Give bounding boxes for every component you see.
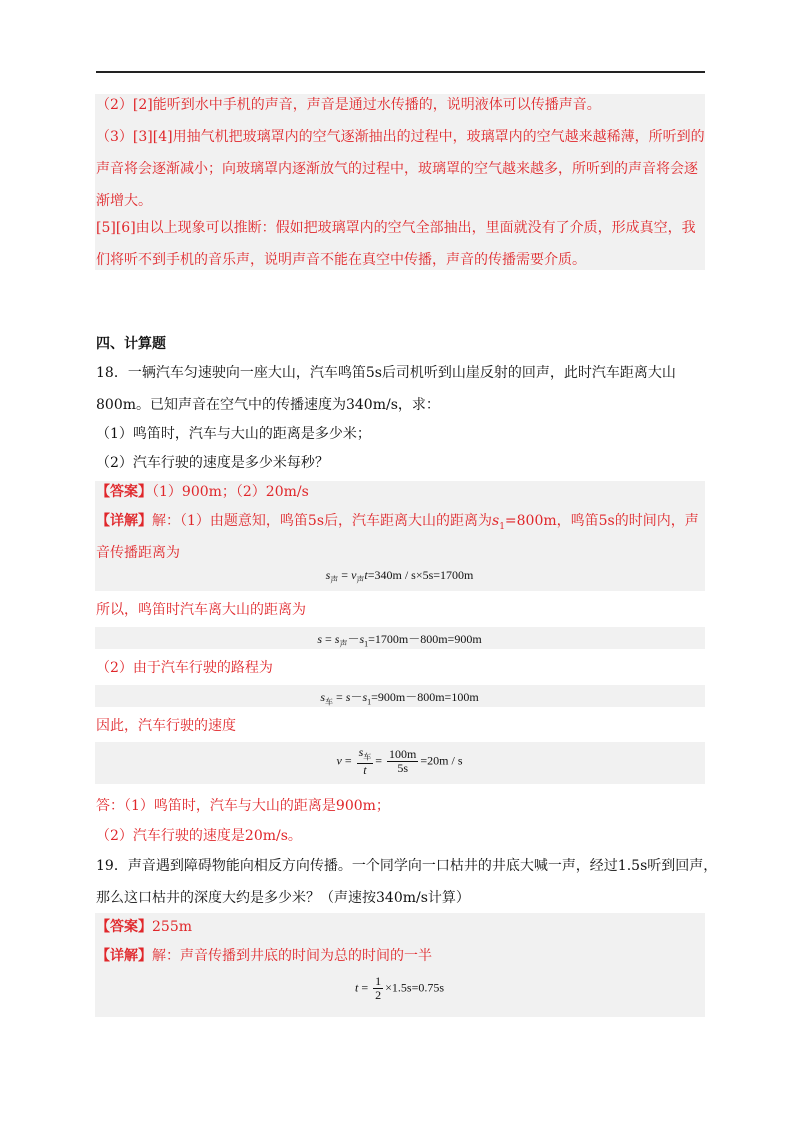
var-s: s — [492, 513, 500, 529]
eq3-text: =900m－800m=100m — [371, 690, 479, 704]
answer-tag: 【答案】 — [96, 484, 152, 500]
eq4-result: =20m / s — [420, 753, 463, 768]
q19-detail — [96, 947, 705, 965]
equation-2: $s = s_声-s_1=1700m-800m=900m$ — [317, 632, 482, 649]
equation-1: $s_声 = v_声t=340m / s\times 5s=1700m$ — [325, 568, 474, 585]
prev-line-2: （3）[3][4]用抽气机把玻璃罩内的空气逐渐抽出的过程中，玻璃罩内的空气越来越稀薄，所听到的 — [96, 129, 705, 145]
section-title: 四、计算题 — [96, 336, 166, 352]
q18-line-4: （2）汽车行驶的速度是多少米每秒？ — [96, 455, 329, 471]
answer-text: （1）900m；（2）20m/s — [152, 484, 309, 500]
q18-line-1: 18．一辆汽车匀速驶向一座大山，汽车鸣笛5s后司机听到山崖反射的回声，此时汽车距离大山 — [96, 365, 676, 381]
q18-detail-line-2: 音传播距离为 — [96, 545, 180, 561]
equation-5: t = $\frac{1}{2}$ ×1.5s=0.75s — [355, 974, 444, 1002]
var-sub: 1 — [499, 521, 505, 532]
prev-line-3: 声音将会逐渐减小；向玻璃罩内逐渐放气的过程中，玻璃罩的空气越来越多，所听到的声音将会逐 — [96, 161, 698, 177]
q19-line-1: 19．声音遇到障碍物能向相反方向传播。一个同学向一口枯井的井底大喊一声，经过1.5s听到回声， — [96, 858, 718, 874]
eq1-text: =340m / s×5s=1700m — [367, 568, 474, 582]
fraction-1: $\frac{s_车}{t}$ — [358, 745, 372, 778]
fraction-3: $\frac{1}{2}$ — [375, 974, 382, 1002]
prev-line-4: 渐增大。 — [96, 193, 152, 209]
detail-tag: 【详解】 — [96, 513, 152, 529]
eq5-result: ×1.5s=0.75s — [385, 980, 444, 995]
prev-answer-shade — [95, 94, 705, 270]
q18-part2: （2）由于汽车行驶的路程为 — [96, 660, 273, 676]
answer-text: 255m — [152, 919, 192, 935]
q18-line-2: 800m。已知声音在空气中的传播速度为340m/s，求： — [96, 397, 440, 413]
detail-text: 解：声音传播到井底的时间为总的时间的一半 — [152, 948, 432, 964]
equation-3: $s_车 = s-s_1=900m-800m=100m$ — [320, 690, 479, 707]
eq2-text: =1700m－800m=900m — [368, 632, 482, 646]
detail-text-2: =800m，鸣笛5s的时间内，声 — [504, 513, 699, 529]
q18-final-1: 答：（1）鸣笛时，汽车与大山的距离是900m； — [96, 798, 390, 814]
prev-line-6: 们将听不到手机的音乐声，说明声音不能在真空中传播，声音的传播需要介质。 — [96, 252, 586, 268]
answer-tag: 【答案】 — [96, 919, 152, 935]
detail-text: 解：（1）由题意知，鸣笛5s后，汽车距离大山的距离为 — [152, 513, 492, 529]
q18-detail-line-1 — [96, 512, 705, 536]
detail-tag: 【详解】 — [96, 948, 152, 964]
q18-final-2: （2）汽车行驶的速度是20m/s。 — [96, 828, 302, 844]
q18-line-3: （1）鸣笛时，汽车与大山的距离是多少米； — [96, 426, 371, 442]
q19-answer — [96, 918, 705, 936]
q19-line-2: 那么这口枯井的深度大约是多少米？（声速按340m/s计算） — [96, 890, 470, 906]
fraction-2: $\frac{100m}{5s}$ — [389, 747, 417, 776]
q18-answer — [96, 483, 705, 501]
prev-line-5: [5][6]由以上现象可以推断：假如把玻璃罩内的空气全部抽出，里面就没有了介质，形成真空，我 — [96, 220, 696, 236]
equation-4: v = $\frac{s_车}{t}$ = $\frac{100m}{5s}$ =20m / s — [336, 745, 463, 778]
q18-therefore: 因此，汽车行驶的速度 — [96, 718, 236, 734]
q18-so: 所以，鸣笛时汽车离大山的距离为 — [96, 602, 306, 618]
prev-line-1: （2）[2]能听到水中手机的声音，声音是通过水传播的，说明液体可以传播声音。 — [96, 97, 601, 113]
header-rule — [96, 71, 705, 73]
